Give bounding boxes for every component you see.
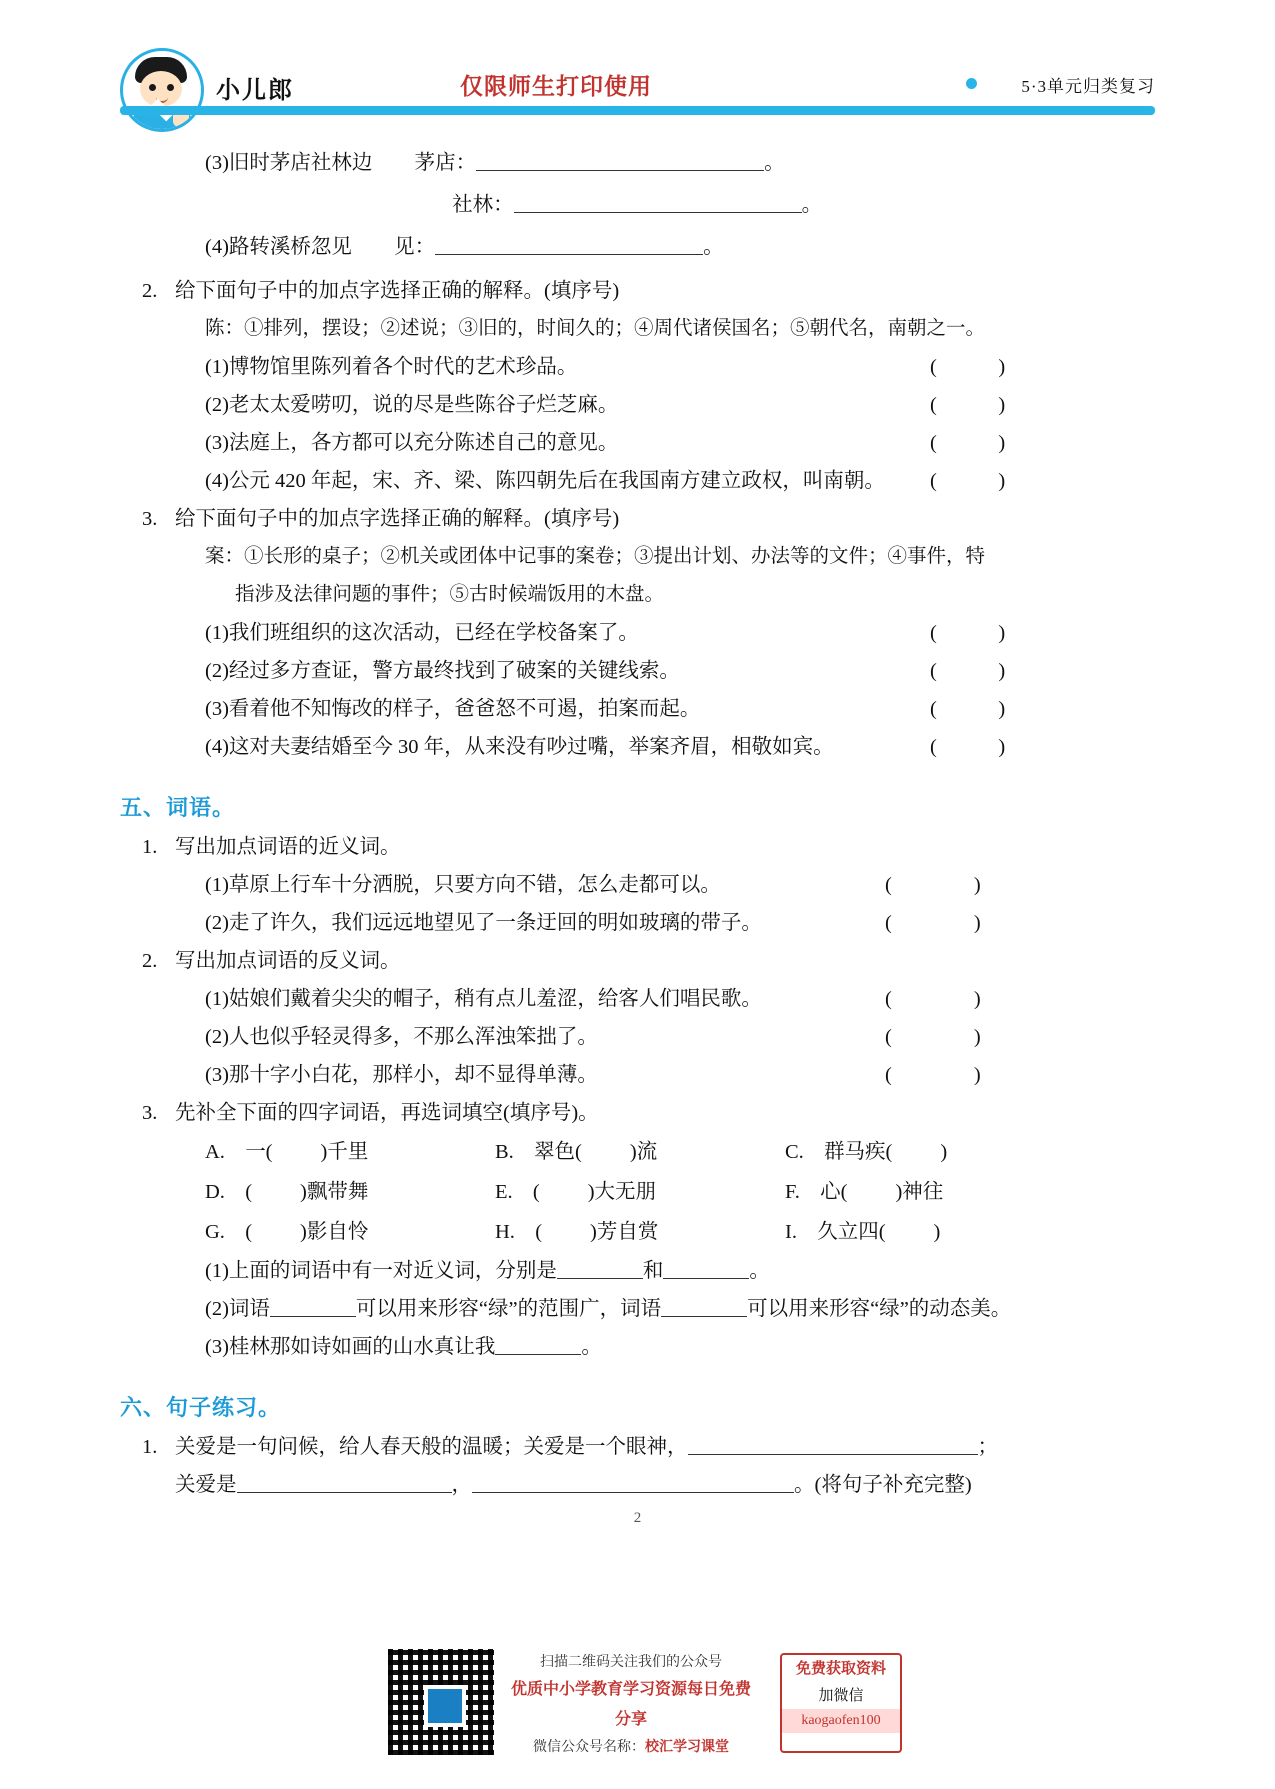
question-3-item [120,728,1155,766]
answer-label: 社林： [452,194,514,216]
scan-text: 扫描二维码关注我们的公众号 [540,1655,722,1670]
section5-sub2-item [120,980,1155,1018]
idiom-pre: ( [532,1181,540,1203]
idiom-tag: H. [495,1221,515,1243]
poem-line-text: (3)旧时茅店社林边 [205,152,373,174]
idiom-post: )流 [629,1141,658,1163]
item-text: (2)经过多方查证，警方最终找到了破案的关键线索。 [205,660,680,682]
question-text: 给下面句子中的加点字选择正确的解释。(填序号) [175,280,620,302]
question-2-item [120,462,1155,500]
item-text: (4)这对夫妻结婚至今 30 年，从来没有吵过嘴，举案齐眉，相敬如宾。 [205,736,834,758]
answer-blank[interactable] [557,1260,643,1279]
question-2-stem [120,272,1155,310]
idiom-pre: 心( [820,1181,848,1203]
answer-paren[interactable]: ( ) [885,1026,981,1048]
section5-sub3-fill-3 [120,1328,1155,1366]
answer-label: 见： [394,236,436,258]
idiom-tag: B. [495,1141,514,1163]
answer-blank[interactable] [476,152,764,171]
period: 。 [764,152,785,174]
question-2-item [120,386,1155,424]
idiom-post: )神往 [895,1181,944,1203]
answer-blank[interactable] [495,1336,581,1355]
bullet-dot-icon [966,78,977,89]
idiom-row [120,1172,1155,1212]
unit-label: 5·3单元归类复习 [1021,77,1155,96]
idiom-post: )影自怜 [300,1221,369,1243]
fill-text: 和 [642,1260,664,1282]
question-text: 先补全下面的四字词语，再选词填空(填序号)。 [175,1102,599,1124]
sentence-text: 。(将句子补充完整) [794,1474,972,1496]
idiom-cell [205,1132,495,1172]
answer-paren[interactable]: ( ) [930,356,1006,378]
item-text: (1)博物馆里陈列着各个时代的艺术珍品。 [205,356,578,378]
idiom-post: )芳自赏 [590,1221,659,1243]
answer-paren[interactable]: ( ) [930,470,1006,492]
key-text: 案：①长形的桌子；②机关或团体中记事的案卷；③提出计划、办法等的文件；④事件，特 [205,546,986,567]
question-2-key [120,310,1155,348]
period: 。 [749,1260,770,1282]
idiom-tag: E. [495,1181,513,1203]
comma: ， [451,1474,472,1496]
question-3-item [120,652,1155,690]
question-text: 写出加点词语的反义词。 [175,950,401,972]
page-number: 2 [633,1510,642,1526]
idiom-cell [205,1212,495,1252]
answer-paren[interactable]: ( ) [930,736,1006,758]
idiom-cell [495,1132,785,1172]
item-text: (3)看着他不知悔改的样子，爸爸怒不可遏，拍案而起。 [205,698,701,720]
fill-text: 可以用来形容“绿”的动态美。 [747,1298,1012,1320]
wechat-label: 微信公众号名称： [533,1740,645,1755]
fill-text: (3)桂林那如诗如画的山水真让我 [205,1336,496,1358]
answer-paren[interactable]: ( ) [930,394,1006,416]
idiom-post: )飘带舞 [300,1181,369,1203]
answer-paren[interactable]: ( ) [930,698,1006,720]
footer-text-block [506,1651,756,1761]
question-text: 给下面句子中的加点字选择正确的解释。(填序号) [175,508,620,530]
idiom-cell [205,1172,495,1212]
idiom-row [120,1212,1155,1252]
section-five-title: 五、词语。 [120,795,236,820]
section5-sub2-stem [120,942,1155,980]
idiom-cell [785,1212,940,1252]
share-text: 优质中小学教育学习资源每日免费分享 [510,1681,751,1728]
section5-sub1-item [120,866,1155,904]
item-text: (4)公元 420 年起，宋、齐、梁、陈四朝先后在我国南方建立政权，叫南朝。 [205,470,885,492]
answer-blank[interactable] [435,236,703,255]
idiom-cell [785,1172,943,1212]
question-number: 1. [142,836,158,858]
mascot-logo-icon [120,48,204,132]
idiom-post: ) [933,1221,941,1243]
item-text: (2)老太太爱唠叨，说的尽是些陈谷子烂芝麻。 [205,394,619,416]
promo-line-1: 免费获取资料 [795,1661,886,1677]
idiom-tag: A. [205,1141,225,1163]
wechat-line [506,1735,756,1761]
answer-paren[interactable]: ( ) [885,874,981,896]
brand-name: 小儿郎 [216,77,294,104]
fill-text: (2)词语 [205,1298,270,1320]
idiom-pre: ( [245,1181,253,1203]
answer-paren[interactable]: ( ) [930,622,1006,644]
section5-sub2-item [120,1018,1155,1056]
answer-blank[interactable] [663,1260,749,1279]
idiom-cell [785,1132,947,1172]
qr-code-icon [388,1649,494,1755]
item-text: (1)我们班组织的这次活动，已经在学校备案了。 [205,622,639,644]
key-text: 陈：①排列，摆设；②述说；③旧的，时间久的；④周代诸侯国名；⑤朝代名，南朝之一。 [205,318,986,339]
idiom-post: ) [940,1141,948,1163]
answer-blank[interactable] [472,1474,794,1493]
header-accent-bar [120,106,1155,115]
section6-item-line1 [120,1428,1155,1466]
idiom-tag: G. [205,1221,225,1243]
answer-paren[interactable]: ( ) [930,432,1006,454]
key-text: 指涉及法律问题的事件；⑤古时候端饭用的木盘。 [235,584,665,605]
idiom-pre: ( [535,1221,543,1243]
answer-paren[interactable]: ( ) [885,988,981,1010]
question-3-item [120,614,1155,652]
wechat-name: 校汇学习课堂 [645,1740,729,1755]
idiom-tag: D. [205,1181,225,1203]
idiom-tag: C. [785,1141,804,1163]
print-note: 仅限师生打印使用 [460,74,652,99]
question-2-item [120,424,1155,462]
answer-blank[interactable] [514,194,802,213]
section5-sub1-stem [120,828,1155,866]
question-number: 3. [142,1102,158,1124]
answer-paren[interactable]: ( ) [930,660,1006,682]
idiom-pre: 久立四( [817,1221,886,1243]
idiom-cell [495,1212,785,1252]
line-item [120,226,1155,268]
item-text: (1)姑娘们戴着尖尖的帽子，稍有点儿羞涩，给客人们唱民歌。 [205,988,762,1010]
answer-paren[interactable]: ( ) [885,912,981,934]
idiom-pre: 一( [245,1141,273,1163]
sentence-text: 关爱是 [175,1474,237,1496]
answer-blank[interactable] [688,1436,978,1455]
question-3-key-line1 [120,538,1155,576]
page-header [120,48,1155,124]
question-number: 3. [142,508,158,530]
period: 。 [581,1336,602,1358]
section5-sub3-fill-2 [120,1290,1155,1328]
semicolon: ； [977,1436,998,1458]
idiom-pre: 群马疾( [824,1141,893,1163]
item-text: (2)人也似乎轻灵得多，不那么浑浊笨拙了。 [205,1026,598,1048]
question-number: 1. [142,1436,158,1458]
idiom-cell [495,1172,785,1212]
page-footer [388,1649,888,1759]
section5-sub3-stem [120,1094,1155,1132]
idiom-tag: I. [785,1221,797,1243]
section-six-title: 六、句子练习。 [120,1395,282,1420]
section5-sub3-fill-1 [120,1252,1155,1290]
idiom-pre: ( [245,1221,253,1243]
promo-wechat-id: kaogaofen100 [782,1709,900,1733]
item-text: (1)草原上行车十分洒脱，只要方向不错，怎么走都可以。 [205,874,721,896]
item-text: (3)那十字小白花，那样小，却不显得单薄。 [205,1064,598,1086]
section5-sub1-item [120,904,1155,942]
promo-line-2: 加微信 [818,1688,864,1704]
item-text: (2)走了许久，我们远远地望见了一条迂回的明如玻璃的带子。 [205,912,762,934]
answer-blank[interactable] [270,1298,356,1317]
question-2-item [120,348,1155,386]
period: 。 [801,194,823,216]
line-item [120,184,1155,226]
idiom-post: )千里 [320,1141,369,1163]
section5-sub2-item [120,1056,1155,1094]
question-3-key-line2 [120,576,1155,614]
question-3-item [120,690,1155,728]
worksheet-content [120,142,1155,1504]
fill-text: (1)上面的词语中有一对近义词，分别是 [205,1260,557,1282]
idiom-tag: F. [785,1181,800,1203]
period: 。 [703,236,724,258]
answer-paren[interactable]: ( ) [885,1064,981,1086]
answer-blank[interactable] [237,1474,452,1493]
question-number: 2. [142,280,158,302]
idiom-pre: 翠色( [534,1141,582,1163]
item-text: (3)法庭上，各方都可以充分陈述自己的意见。 [205,432,619,454]
section6-item-line2 [120,1466,1155,1504]
line-item [120,142,1155,184]
poem-line-text: (4)路转溪桥忽见 [205,236,352,258]
fill-text: 可以用来形容“绿”的范围广，词语 [355,1298,662,1320]
idiom-post: )大无朋 [587,1181,657,1203]
question-number: 2. [142,950,158,972]
question-3-stem [120,500,1155,538]
idiom-row [120,1132,1155,1172]
sentence-text: 关爱是一句问候，给人春天般的温暖；关爱是一个眼神， [175,1436,688,1458]
promo-box [780,1653,902,1753]
answer-label: 茅店： [414,152,477,174]
question-text: 写出加点词语的近义词。 [175,836,401,858]
answer-blank[interactable] [661,1298,747,1317]
